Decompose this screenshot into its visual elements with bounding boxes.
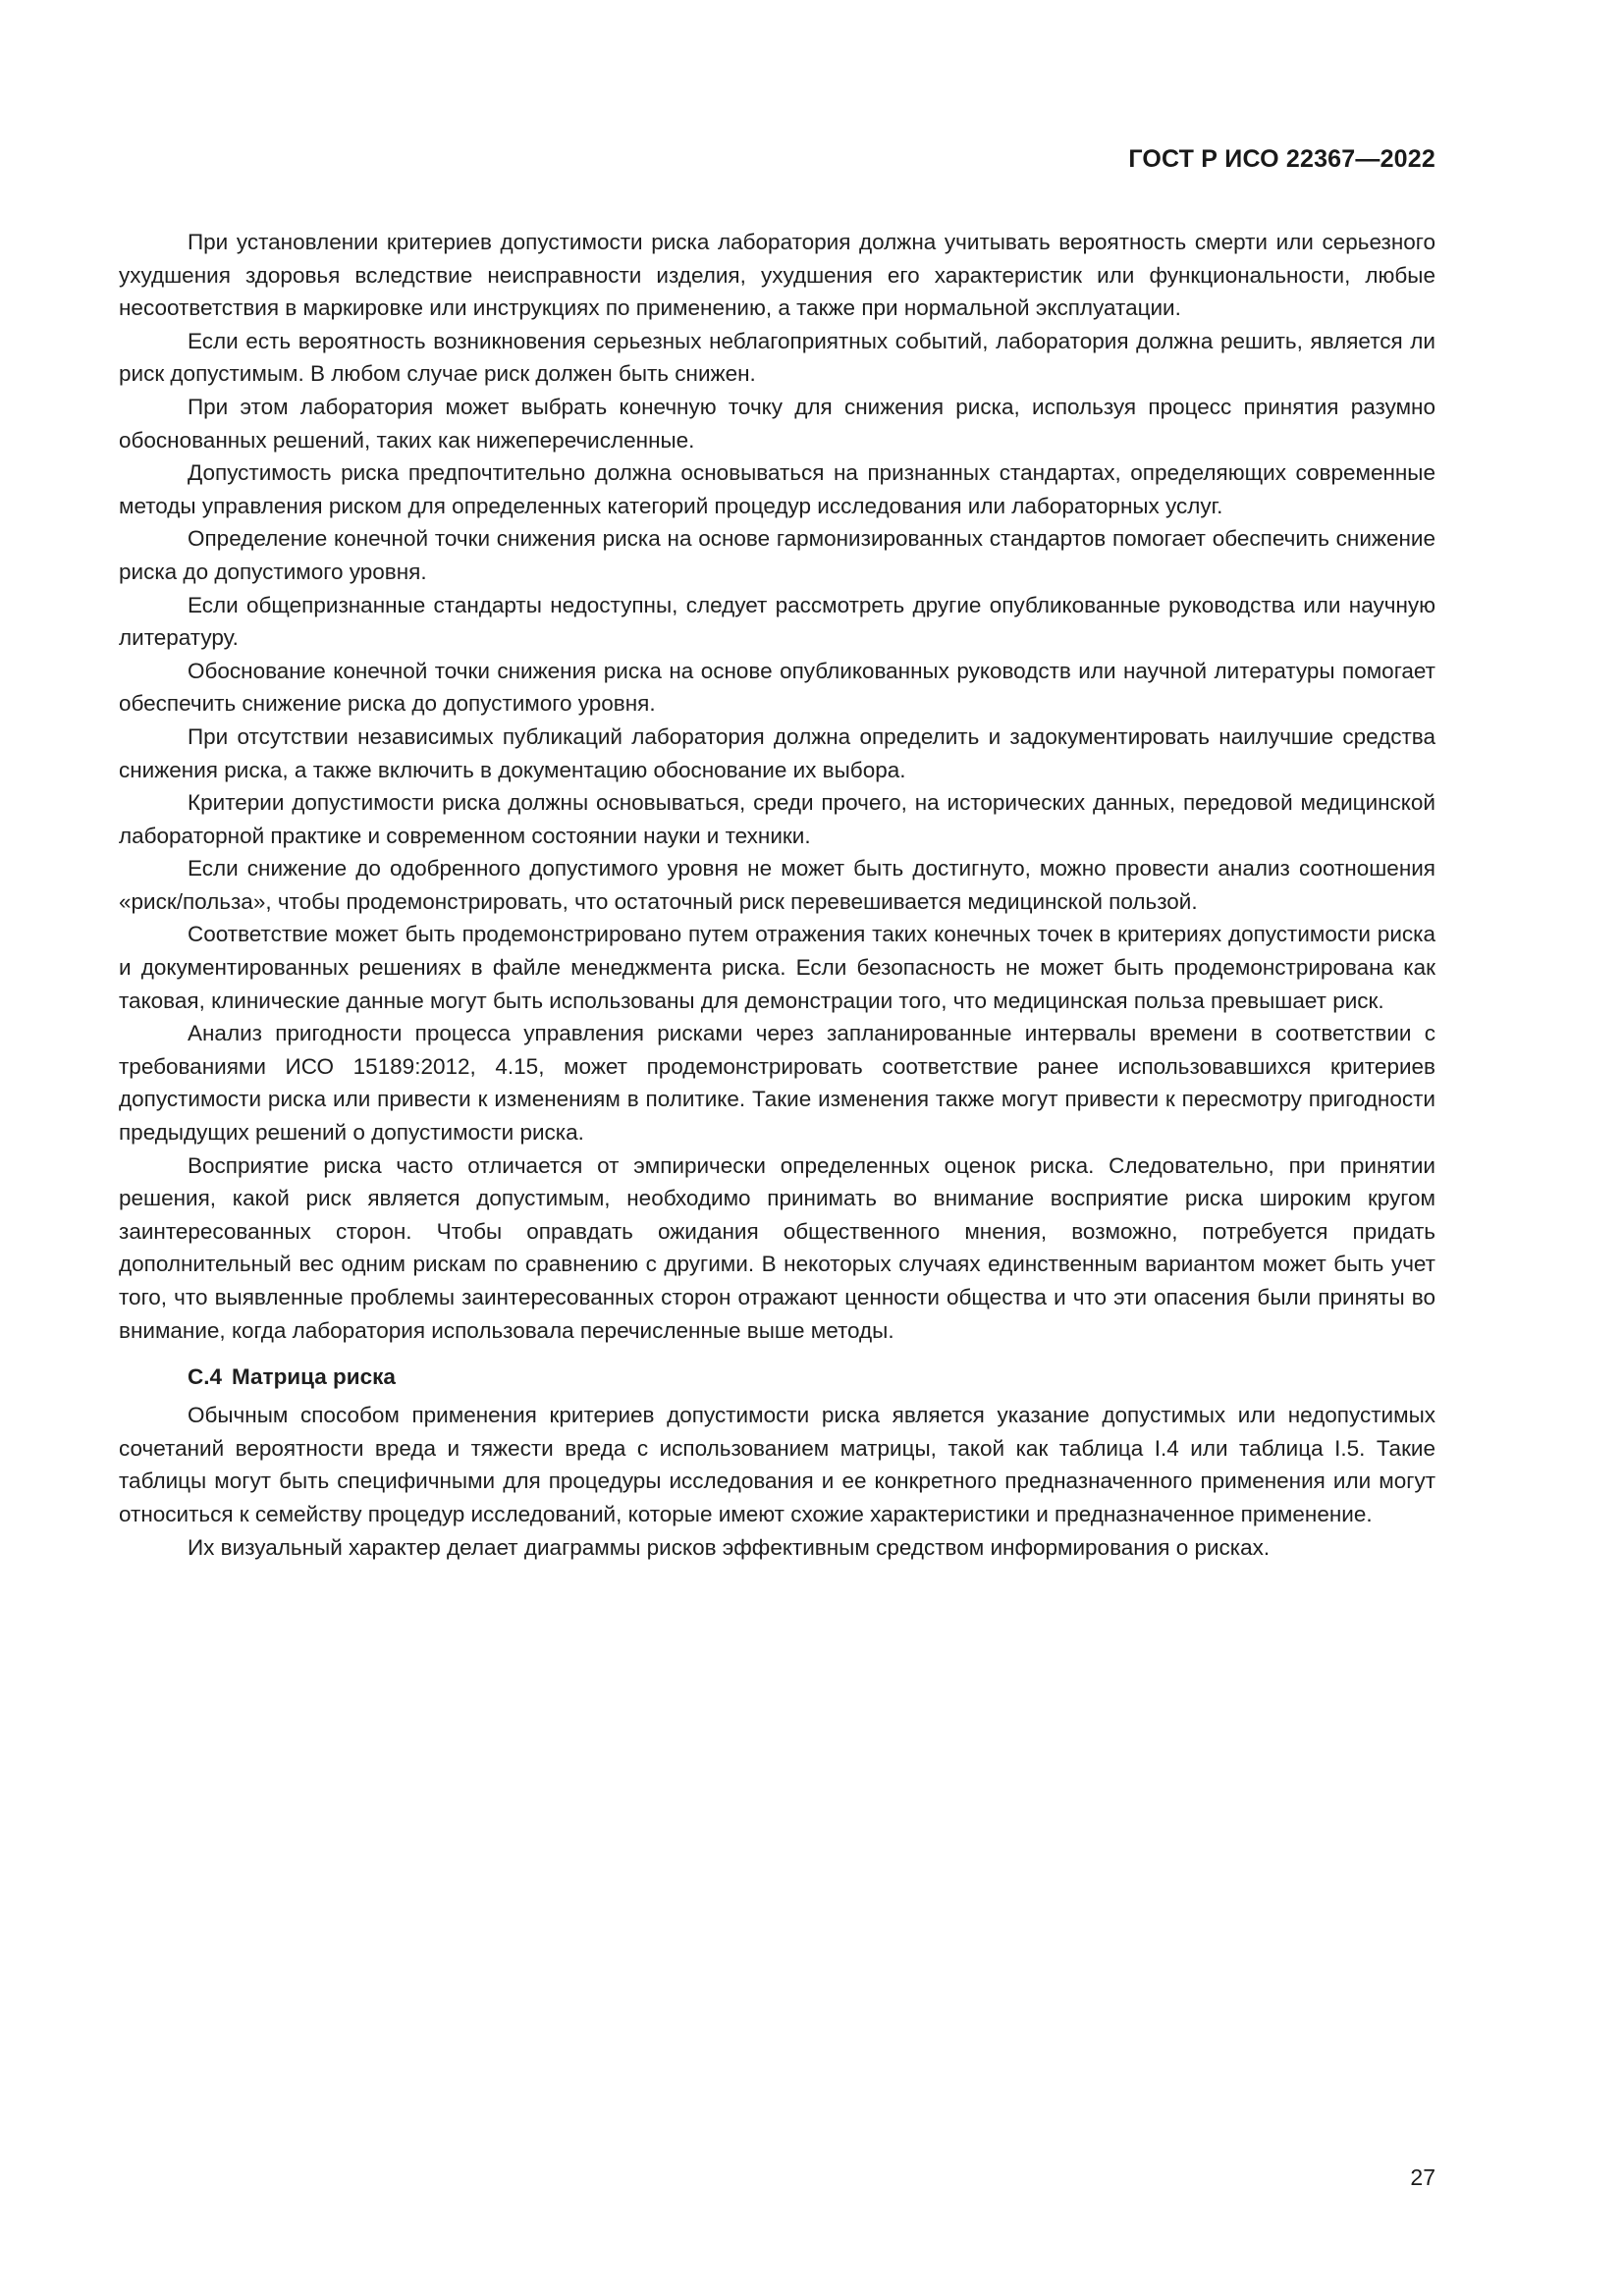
paragraph: Обоснование конечной точки снижения риска на основе опубликованных руководств или научной литературы помогает обеспечить снижение риска до допустимого уровня. [119, 658, 1435, 717]
paragraph: Если общепризнанные стандарты недоступны, следует рассмотреть другие опубликованные руководства или научную литературу. [119, 592, 1435, 651]
paragraph: Критерии допустимости риска должны основываться, среди прочего, на исторических данных, передовой медицинской лабораторной практике и современном состоянии науки и техники. [119, 790, 1435, 848]
paragraph: Соответствие может быть продемонстрировано путем отражения таких конечных точек в критериях допустимости риска и документированных решениях в файле менеджмента риска. Если безопасность не может быть продемонстрирована как таковая, клинические данные могут быть использованы для демонстрации того, что медицинская польза превышает риск. [119, 922, 1435, 1013]
body-text [119, 226, 1435, 1564]
standard-id-header: ГОСТ Р ИСО 22367—2022 [1128, 145, 1435, 173]
paragraph: При отсутствии независимых публикаций лаборатория должна определить и задокументировать наилучшие средства снижения риска, а также включить в документацию обоснование их выбора. [119, 723, 1435, 782]
paragraph: Восприятие риска часто отличается от эмпирически определенных оценок риска. Следовательно, при принятии решения, какой риск является допустимым, необходимо принимать во внимание восприятие риска широким кругом заинтересованных сторон. Чтобы оправдать ожидания общественного мнения, возможно, потребуется придать дополнительный вес одним рискам по сравнению с другими. В некоторых случаях единственным вариантом может быть учет того, что выявленные проблемы заинтересованных сторон отражают ценности общества и что эти опасения были приняты во внимание, когда лаборатория использовала перечисленные выше методы. [119, 1152, 1435, 1343]
section-heading [119, 1361, 1435, 1394]
page-number: 27 [1410, 2164, 1435, 2190]
paragraph: При этом лаборатория может выбрать конечную точку для снижения риска, используя процесс принятия разумно обоснованных решений, таких как нижеперечисленные. [119, 394, 1435, 453]
section-number: С.4 [188, 1364, 223, 1390]
paragraph: Если снижение до одобренного допустимого уровня не может быть достигнуто, можно провести анализ соотношения «риск/польза», чтобы продемонстрировать, что остаточный риск перевешивается медицинской пользой. [119, 856, 1435, 914]
paragraph: Их визуальный характер делает диаграммы рисков эффективным средством информирования о рисках. [188, 1534, 1271, 1560]
section-title: Матрица риска [232, 1364, 396, 1390]
paragraph: Если есть вероятность возникновения серьезных неблагоприятных событий, лаборатория должна решить, является ли риск допустимым. В любом случае риск должен быть снижен. [119, 328, 1435, 387]
paragraph: Анализ пригодности процесса управления рисками через запланированные интервалы времени в соответствии с требованиями ИСО 15189:2012, 4.15, может продемонстрировать соответствие ранее использовавшихся критериев допустимости риска или привести к изменениям в политике. Такие изменения также могут привести к пересмотру пригодности предыдущих решений о допустимости риска. [119, 1021, 1435, 1146]
paragraph: Обычным способом применения критериев допустимости риска является указание допустимых или недопустимых сочетаний вероятности вреда и тяжести вреда с использованием матрицы, такой как таблица I.4 или таблица I.5. Такие таблицы могут быть специфичными для процедуры исследования и ее конкретного предназначенного применения или могут относиться к семейству процедур исследований, которые имеют схожие характеристики и предназначенное применение. [119, 1403, 1435, 1526]
paragraph: При установлении критериев допустимости риска лаборатория должна учитывать вероятность смерти или серьезного ухудшения здоровья вследствие неисправности изделия, ухудшения его характеристик или функциональности, любые несоответствия в маркировке или инструкциях по применению, а также при нормальной эксплуатации. [119, 230, 1435, 321]
paragraph: Допустимость риска предпочтительно должна основываться на признанных стандартах, определяющих современные методы управления риском для определенных категорий процедур исследования или лабораторных услуг. [119, 460, 1435, 518]
paragraph: Определение конечной точки снижения риска на основе гармонизированных стандартов помогает обеспечить снижение риска до допустимого уровня. [119, 526, 1435, 584]
